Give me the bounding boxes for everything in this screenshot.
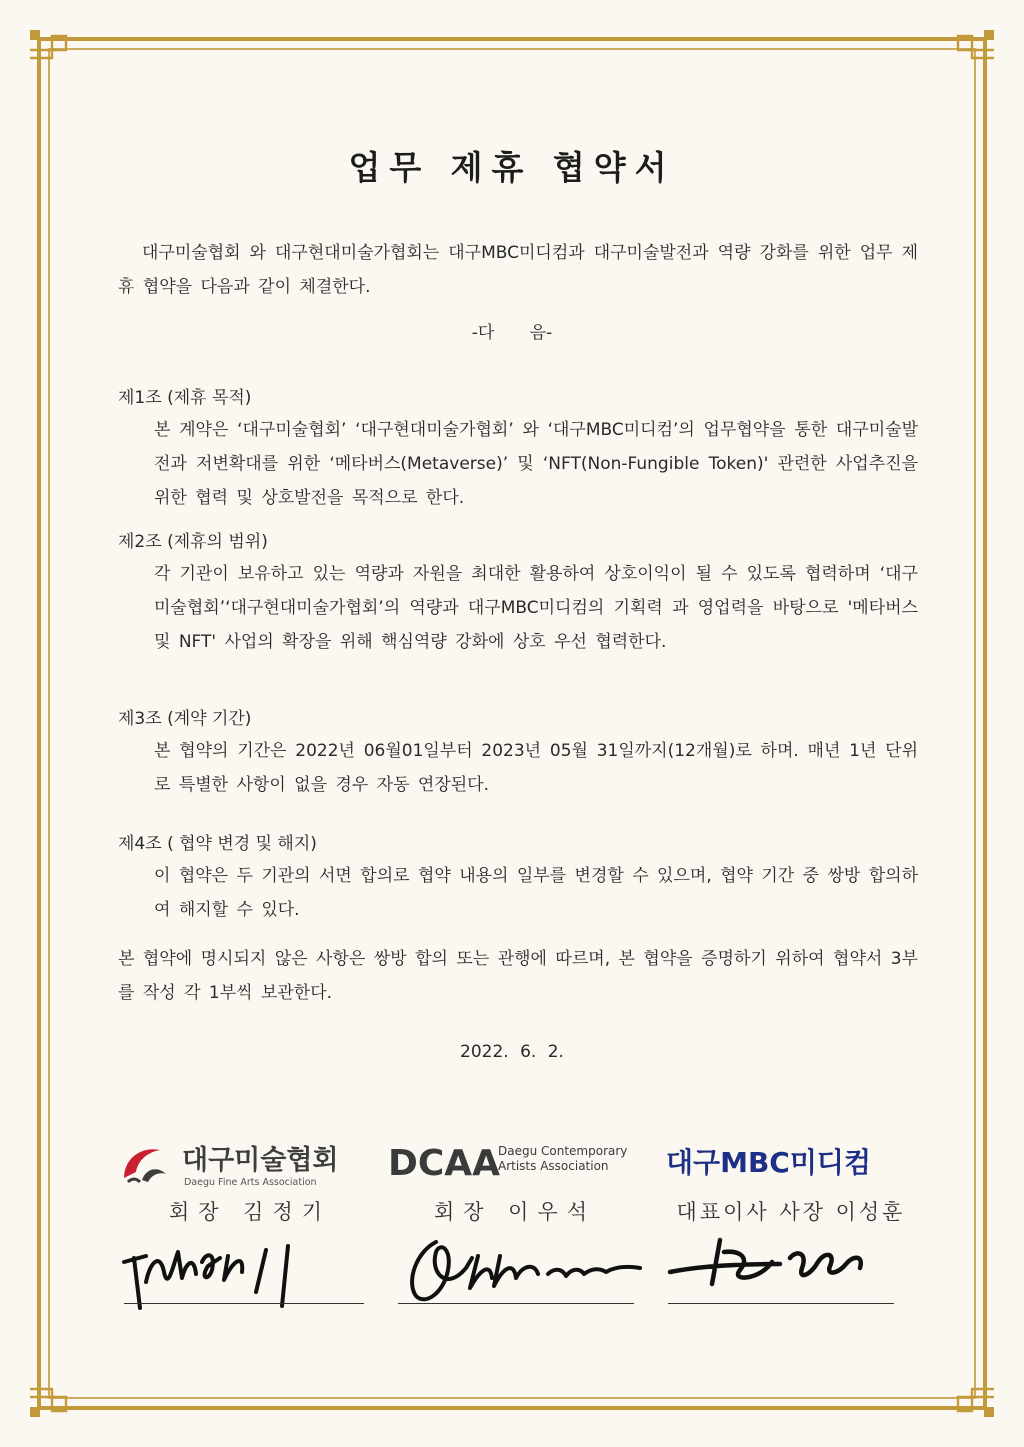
daegu-mbc-medicom-logo (666, 1138, 916, 1186)
signatory-2-title: 회장 이우석 (433, 1200, 597, 1224)
document-title: 업무 제휴 협약서 (348, 148, 676, 187)
signature-line-2 (398, 1303, 634, 1304)
intro-paragraph: 대구미술협회 와 대구현대미술가협회는 대구MBC미디컴과 대구미술발전과 역량 강화를 위한 업무 제휴 협약을 다음과 같이 체결한다. (118, 243, 918, 297)
logo-subtext: Daegu Fine Arts Association (184, 1177, 317, 1188)
article-heading: 제4조 ( 협약 변경 및 해지) (118, 834, 317, 854)
logo-text: 대구미술협회 (182, 1145, 339, 1176)
signatory-1-title: 회장 김정기 (168, 1200, 332, 1224)
center-heading: -다 음- (471, 323, 553, 343)
article-3 (118, 704, 918, 802)
logo-text: 대구MBC미디컴 (666, 1146, 871, 1179)
dcaa-logo (388, 1138, 652, 1186)
article-2 (118, 527, 918, 659)
logo-text: DCAA (388, 1143, 501, 1184)
closing-paragraph: 본 협약에 명시되지 않은 사항은 쌍방 합의 또는 관행에 따르며, 본 협약을 증명하기 위하여 협약서 3부를 작성 각 1부씩 보관한다. (118, 949, 918, 1003)
article-body: 각 기관이 보유하고 있는 역량과 자원을 최대한 활용하여 상호이익이 될 수 있도록 협력하며 ‘대구미술협회’‘대구현대미술가협회’의 역량과 대구MBC미디컴의 기획력 과 영업력을 바탕으로 '메타버스 및 NFT' 사업의 확장을 위해 핵심역량 강화에 상호 우선 협력한다. (154, 564, 918, 652)
article-4 (118, 829, 918, 927)
signature-line-3 (668, 1303, 894, 1304)
signature-line-1 (124, 1303, 364, 1304)
article-body: 본 계약은 ‘대구미술협회’ ‘대구현대미술가협회’ 와 ‘대구MBC미디컴’의 업무협약을 통한 대구미술발전과 저변확대를 위한 ‘메타버스(Metaverse)’ 및 ‘NFT(Non-Fungible Token)' 관련한 사업추진을 위한 협력 및 상호발전을 목적으로 한다. (154, 420, 918, 508)
signing-date: 2022. 6. 2. (460, 1042, 564, 1062)
article-body: 본 협약의 기간은 2022년 06월01일부터 2023년 05월 31일까지(12개월)로 하며. 매년 1년 단위로 특별한 사항이 없을 경우 자동 연장된다. (154, 741, 918, 795)
article-1 (118, 383, 918, 515)
signature-2 (412, 1242, 640, 1299)
article-heading: 제1조 (제휴 목적) (118, 388, 252, 408)
signature-3 (670, 1240, 861, 1284)
daegu-fine-arts-logo (118, 1138, 358, 1190)
signatory-3-title: 대표이사 사장 이성훈 (676, 1200, 906, 1224)
logo-subtext: Daegu Contemporary Artists Association (498, 1144, 628, 1173)
article-heading: 제3조 (계약 기간) (118, 709, 252, 729)
article-heading: 제2조 (제휴의 범위) (118, 532, 268, 552)
signature-1 (116, 1222, 376, 1312)
article-body: 이 협약은 두 기관의 서면 합의로 협약 내용의 일부를 변경할 수 있으며, 협약 기간 중 쌍방 합의하여 해지할 수 있다. (154, 866, 918, 920)
